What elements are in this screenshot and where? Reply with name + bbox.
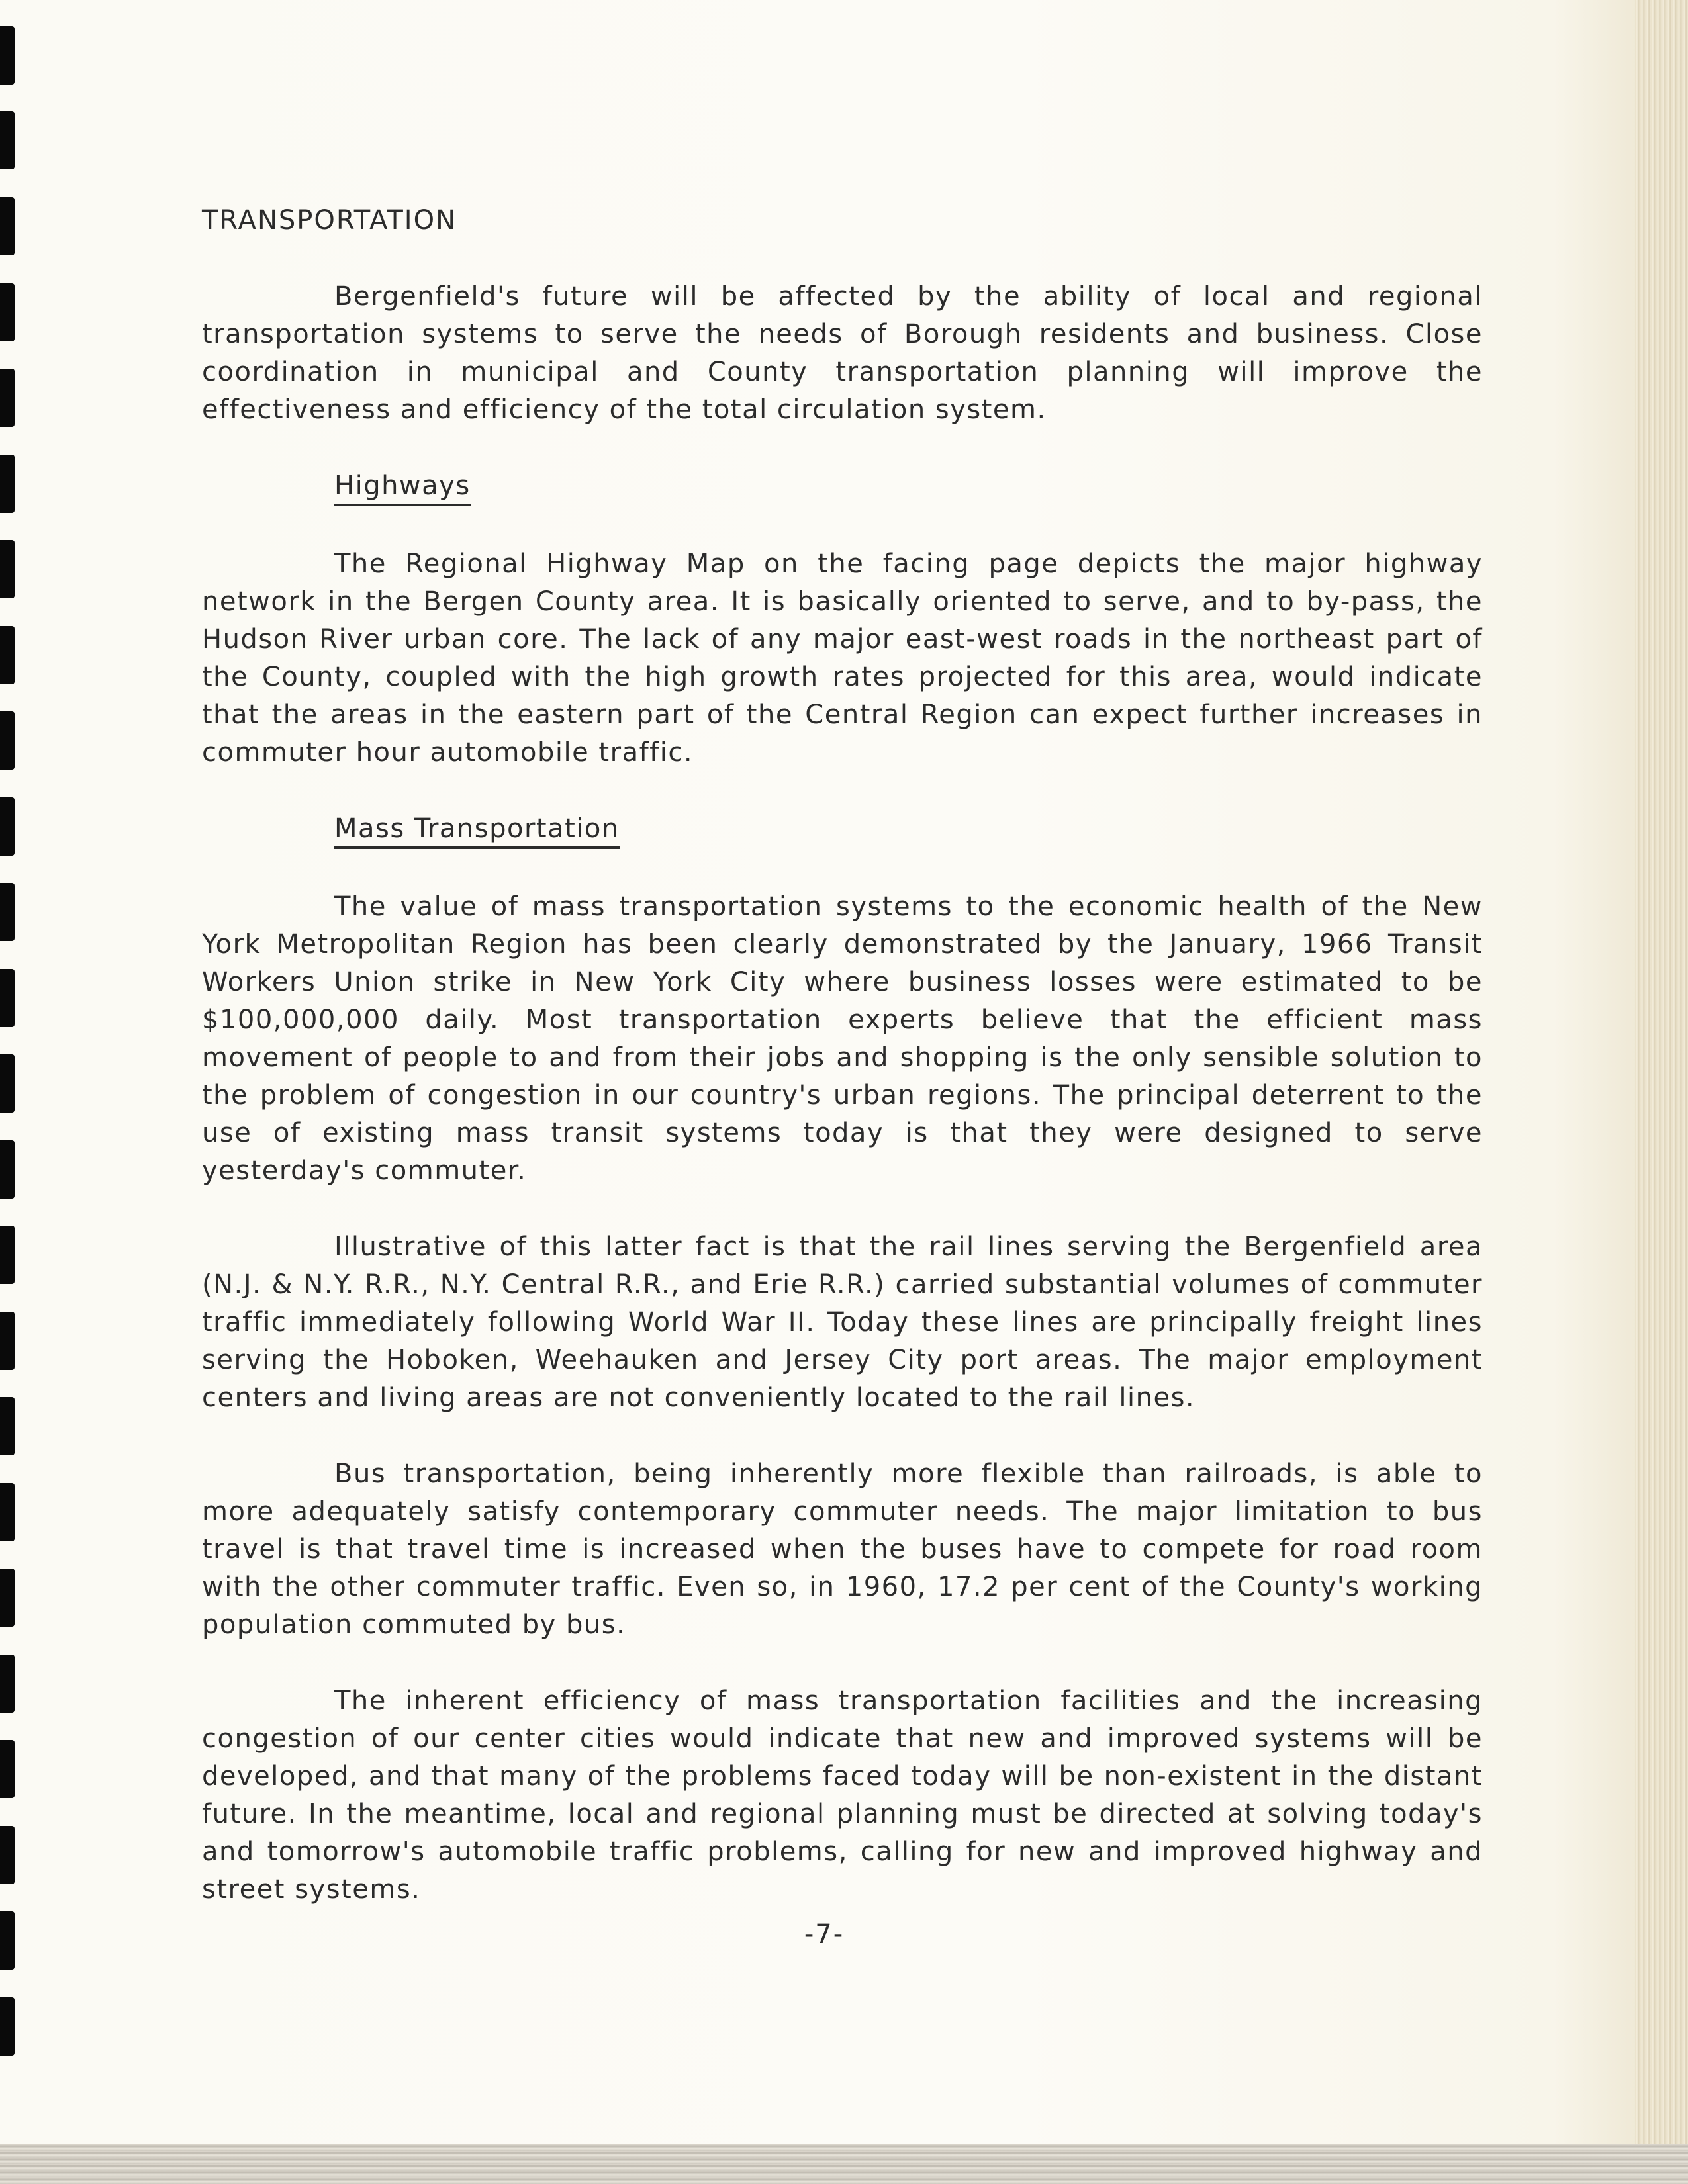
future-systems-paragraph: The inherent efficiency of mass transportation facilities and the increasing congestion of our center cities would indicate that new and improved systems will be developed, and that many of the problems faced today will be non-existent in the distant future. In the meantime, local and regional planning must be directed at solving today's and tomorrow's automobile traffic problems, calling for new and improved highway and street systems. (202, 1686, 1483, 1905)
page-edge-stack (1635, 0, 1688, 2184)
binding-hole (0, 626, 15, 684)
binding-hole (0, 1054, 15, 1113)
binding-hole (0, 969, 15, 1027)
mass-transportation-heading-wrap (202, 810, 1483, 850)
binding-hole (0, 455, 15, 513)
binding-hole (0, 111, 15, 169)
binding-hole (0, 797, 15, 856)
intro-paragraph: Bergenfield's future will be affected by the ability of local and regional transportation systems to serve the needs of Borough residents and business. Close coordination in municipal and County transportation planning will improve the effectiveness and efficiency of the total circulation system. (202, 281, 1483, 425)
spiral-binding (0, 0, 20, 2184)
section-heading: TRANSPORTATION (202, 205, 457, 236)
binding-hole (0, 1911, 15, 1970)
binding-hole (0, 1569, 15, 1627)
binding-hole (0, 1140, 15, 1199)
highways-heading: Highways (334, 469, 471, 506)
binding-hole (0, 26, 15, 85)
rail-lines-paragraph: Illustrative of this latter fact is that the rail lines serving the Bergenfield area (N.J. & N.Y. R.R., N.Y. Central R.R., and Erie R.R.) carried substantial volumes of commuter traffic immediately following World War II. Today these lines are principally freight lines serving the Hoboken, Weehauken and Jersey City port areas. The major employment centers and living areas are not conveniently located to the rail lines. (202, 1232, 1483, 1413)
binding-hole (0, 1397, 15, 1455)
page-number: -7- (804, 1919, 845, 1950)
bus-transportation-paragraph: Bus transportation, being inherently more flexible than railroads, is able to more adequately satisfy contemporary commuter needs. The major limitation to bus travel is that travel time is increased when the buses have to compete for road room with the other commuter traffic. Even so, in 1960, 17.2 per cent of the County's working population commuted by bus. (202, 1459, 1483, 1640)
binding-hole (0, 1826, 15, 1884)
scan-bottom-edge (0, 2144, 1688, 2184)
mass-transit-paragraph: The value of mass transportation systems to the economic health of the New York Metropolitan Region has been clearly demonstrated by the January, 1966 Transit Workers Union strike in New York City where business losses were estimated to be $100,000,000 daily. Most transportation experts believe that the efficient mass movement of people to and from their jobs and shopping is the only sensible solution to the problem of congestion in our country's urban regions. The principal deterrent to the use of existing mass transit systems today is that they were designed to serve yesterday's commuter. (202, 891, 1483, 1186)
binding-hole (0, 883, 15, 941)
binding-hole (0, 1226, 15, 1284)
binding-hole (0, 1312, 15, 1370)
binding-hole (0, 1740, 15, 1798)
binding-hole (0, 711, 15, 770)
mass-transportation-heading: Mass Transportation (334, 812, 620, 849)
highways-paragraph: The Regional Highway Map on the facing page depicts the major highway network in the Bergen County area. It is basically oriented to serve, and to by-pass, the Hudson River urban core. The lack of any major east-west roads in the northeast part of the County, coupled with the high growth rates projected for this area, would indicate that the areas in the eastern part of the Central Region can expect further increases in commuter hour automobile traffic. (202, 549, 1483, 768)
binding-hole (0, 283, 15, 341)
binding-hole (0, 1997, 15, 2056)
binding-hole (0, 197, 15, 255)
document-body (202, 202, 1483, 1909)
highways-heading-wrap (202, 467, 1483, 507)
binding-hole (0, 540, 15, 598)
binding-hole (0, 1483, 15, 1541)
binding-hole (0, 1655, 15, 1713)
binding-hole (0, 369, 15, 427)
